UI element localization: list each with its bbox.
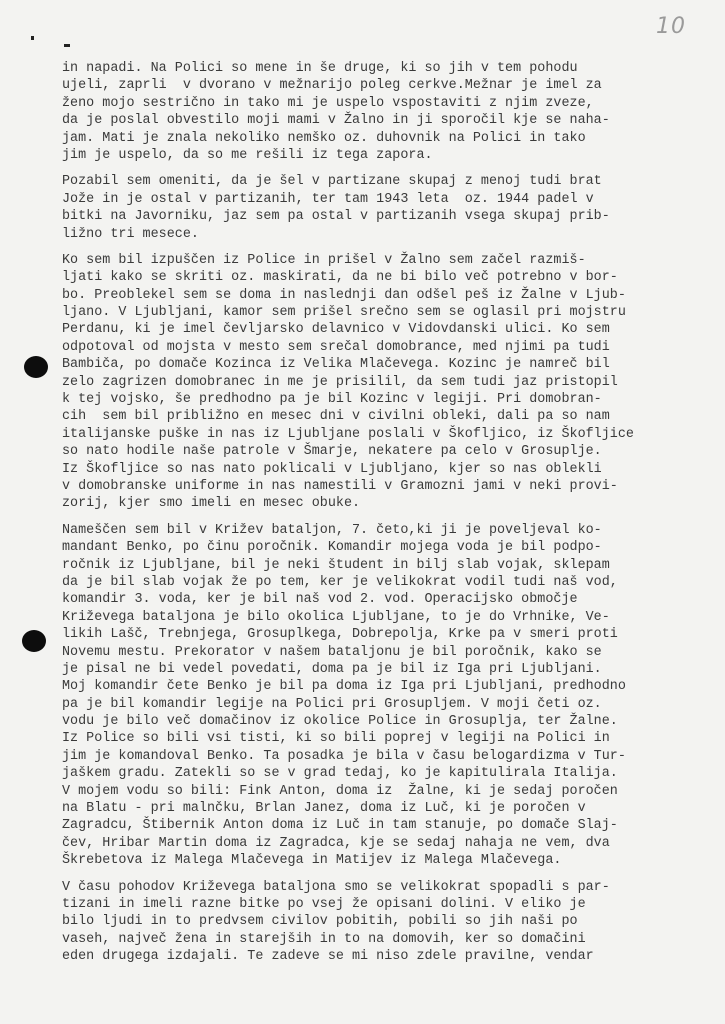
text-line: vodu je bilo več domačinov iz okolice Police in Grosuplja, ter Žalne. bbox=[62, 714, 618, 730]
text-line: likih Lašč, Trebnjega, Grosuplkega, Dobrepolja, Krke pa v smeri proti bbox=[62, 627, 618, 643]
text-line: Moj komandir čete Benko je bil pa doma iz Iga pri Ljubljani, predhodno bbox=[62, 679, 626, 695]
punch-hole bbox=[22, 630, 46, 652]
ink-speck bbox=[64, 44, 70, 47]
text-line: zelo zagrizen domobranec in me je prisilil, da sem tudi jaz pristopil bbox=[62, 374, 618, 390]
paragraph bbox=[62, 522, 682, 870]
text-line: ročnik iz Ljubljane, bil je neki študent in bilj slab vojak, sklepam bbox=[62, 557, 610, 573]
paragraph-gap bbox=[62, 513, 682, 522]
paragraph bbox=[62, 252, 682, 513]
text-line: Škrebetova iz Malega Mlačevega in Matijev iz Malega Mlačevega. bbox=[62, 853, 562, 869]
text-line: ženo mojo sestrično in tako mi je uspelo vspostaviti z njim zveze, bbox=[62, 95, 594, 111]
text-line: in napadi. Na Polici so mene in še druge, ki so jih v tem pohodu bbox=[62, 61, 578, 76]
text-line: je pisal ne bi vedel povedati, doma pa je bil iz Iga pri Ljubljani. bbox=[62, 661, 602, 677]
text-line: Nameščen sem bil v Križev bataljon, 7. četo,ki ji je poveljeval ko- bbox=[62, 522, 602, 538]
text-line: k tej vojsko, še predhodno pa je bil Kozinc v legiji. Pri domobran- bbox=[62, 392, 602, 408]
text-line: V mojem vodu so bili: Fink Anton, doma iz Žalne, ki je sedaj poročen bbox=[62, 783, 618, 799]
paragraph bbox=[62, 879, 682, 966]
paragraph-gap bbox=[62, 164, 682, 173]
text-line: vaseh, največ žena in starejših in to na domovih, ker so domačini bbox=[62, 931, 586, 947]
text-line: ljano. V Ljubljani, kamor sem prišel srečno sem se oglasil pri mojstru bbox=[62, 305, 626, 321]
text-line: ujeli, zaprli v dvorano v mežnarijo poleg cerkve.Mežnar je imel za bbox=[62, 78, 602, 94]
text-line: Križevega bataljona je bilo okolica Ljubljane, to je do Vrhnike, Ve- bbox=[62, 609, 610, 625]
ink-speck bbox=[31, 36, 34, 40]
text-line: Pozabil sem omeniti, da je šel v partizane skupaj z menoj tudi brat bbox=[62, 174, 602, 190]
paragraph bbox=[62, 60, 682, 164]
text-line: bo. Preoblekel sem se doma in naslednji dan odšel peš iz Žalne v Ljub- bbox=[62, 287, 626, 303]
text-line: Jože in je ostal v partizanih, ter tam 1943 leta oz. 1944 padel v bbox=[62, 191, 594, 207]
paragraph-gap bbox=[62, 243, 682, 252]
text-line: v domobranske uniforme in nas namestili v Gramozni jami v neki provi- bbox=[62, 478, 618, 494]
text-line: ližno tri mesece. bbox=[62, 226, 199, 242]
text-line: V času pohodov Križevega bataljona smo se velikokrat spopadli s par- bbox=[62, 879, 610, 895]
page-number: 10 bbox=[656, 14, 686, 39]
text-line: Ko sem bil izpuščen iz Police in prišel v Žalno sem začel razmiš- bbox=[62, 252, 586, 268]
text-line: tizani in imeli razne bitke po vsej že opisani dolini. V eliko je bbox=[62, 896, 586, 912]
text-line: čev, Hribar Martin doma iz Zagradca, kje se sedaj nahaja ne vem, dva bbox=[62, 835, 610, 851]
text-line: Zagradcu, Štibernik Anton doma iz Luč in tam stanuje, po domače Slaj- bbox=[62, 818, 618, 834]
typed-text-body bbox=[62, 60, 682, 966]
text-line: jim je uspelo, da so me rešili iz tega zapora. bbox=[62, 147, 433, 163]
text-line: na Blatu - pri malnčku, Brlan Janez, doma iz Luč, ki je poročen v bbox=[62, 801, 586, 817]
text-line: mandant Benko, po činu poročnik. Komandir mojega voda je bil podpo- bbox=[62, 540, 602, 556]
text-line: Perdanu, ki je imel čevljarsko delavnico v Vidovdanski ulici. Ko sem bbox=[62, 322, 610, 338]
text-line: Bambiča, po domače Kozinca iz Velika Mlačevega. Kozinc je namreč bil bbox=[62, 357, 610, 373]
text-line: odpotoval od mojsta v mesto sem srečal domobrance, med njimi pa tudi bbox=[62, 339, 610, 355]
text-line: da je bil slab vojak že po tem, ker je velikokrat vodil tudi naš vod, bbox=[62, 574, 618, 590]
text-line: cih sem bil približno en mesec dni v civilni obleki, dali pa so nam bbox=[62, 409, 610, 425]
text-line: zorij, kjer smo imeli en mesec obuke. bbox=[62, 496, 361, 512]
paragraph-gap bbox=[62, 870, 682, 879]
text-line: jim je komandoval Benko. Ta posadka je bila v času belogardizma v Tur- bbox=[62, 748, 626, 764]
text-line: jam. Mati je znala nekoliko nemško oz. duhovnik na Polici in tako bbox=[62, 130, 586, 146]
text-line: da je poslal obvestilo moji mami v Žalno in ji sporočil kje se naha- bbox=[62, 113, 610, 129]
text-line: bitki na Javorniku, jaz sem pa ostal v partizanih vsega skupaj prib- bbox=[62, 209, 610, 225]
punch-hole bbox=[24, 356, 48, 378]
paragraph bbox=[62, 173, 682, 243]
text-line: komandir 3. voda, ker je bil naš vod 2. vod. Operacijsko območje bbox=[62, 592, 578, 608]
text-line: ljati kako se skriti oz. maskirati, da ne bi bilo več potrebno v bor- bbox=[62, 270, 618, 286]
text-line: Novemu mestu. Prekorator v našem bataljonu je bil poročnik, kako se bbox=[62, 644, 602, 660]
text-line: pa je bil komandir legije na Polici pri Grosupljem. V moji četi oz. bbox=[62, 696, 602, 712]
text-line: jaškem gradu. Zatekli so se v grad tedaj, ko je kapitulirala Italija. bbox=[62, 766, 618, 782]
text-line: eden drugega izdajali. Te zadeve se mi niso zdele pravilne, vendar bbox=[62, 949, 594, 965]
text-line: Iz Škofljice so nas nato poklicali v Ljubljano, kjer so nas oblekli bbox=[62, 461, 602, 477]
text-line: bilo ljudi in to predvsem civilov pobitih, pobili so jih naši po bbox=[62, 914, 578, 930]
text-line: Iz Police so bili vsi tisti, ki so bili poprej v legiji na Polici in bbox=[62, 731, 610, 747]
text-line: so nato hodile naše patrole v Šmarje, nekatere pa celo v Grosuplje. bbox=[62, 444, 602, 460]
text-line: italijanske puške in nas iz Ljubljane poslali v Škofljico, iz Škofljice bbox=[62, 426, 634, 442]
